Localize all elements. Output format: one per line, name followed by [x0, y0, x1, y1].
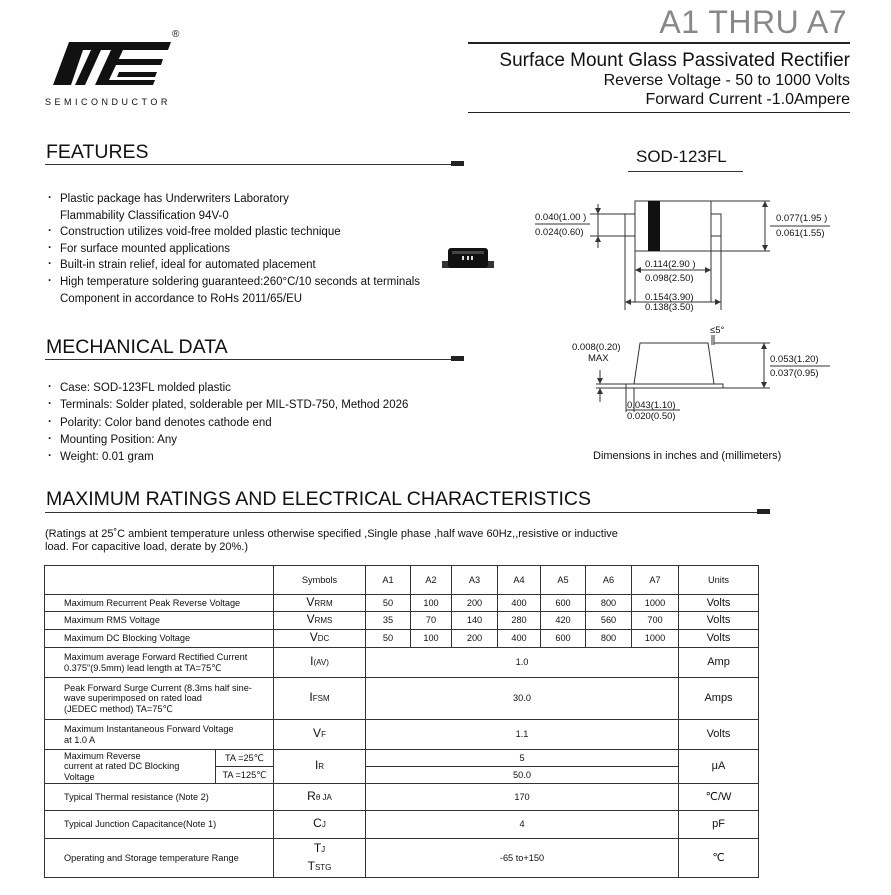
row-unit: μA	[679, 750, 759, 784]
table-row	[45, 595, 759, 612]
ratings-note: (Ratings at 25˚C ambient temperature unless otherwise specified ,Single phase ,half wave 60Hz,,resistive or inductive	[45, 528, 618, 540]
mechanical-heading: MECHANICAL DATA	[46, 336, 228, 358]
cell-value: 30.0	[366, 678, 679, 720]
cell-value: 50	[366, 630, 411, 648]
row-symbol: TJ TSTG	[274, 839, 366, 878]
row-symbol: IR	[274, 750, 366, 784]
features-list	[46, 191, 420, 307]
row-symbol: VF	[274, 720, 366, 750]
company-tagline: SEMICONDUCTOR	[45, 97, 171, 107]
cell-value: 280	[498, 612, 541, 630]
cell-value: 800	[586, 595, 632, 612]
dim-body-width-max: 0.114(2.90 )	[645, 259, 696, 270]
dim-thickness-min: 0.037(0.95)	[770, 368, 819, 379]
row-symbol: VDC	[274, 630, 366, 648]
package-name-rule	[628, 171, 743, 172]
row-symbol: VRMS	[274, 612, 366, 630]
cell-value: 700	[632, 612, 679, 630]
dim-band-min: 0.024(0.60)	[535, 227, 584, 238]
cell-value: 1000	[632, 630, 679, 648]
row-label: Operating and Storage temperature Range	[45, 839, 274, 878]
dim-pad-max: 0.043(1.10)	[627, 400, 676, 411]
table-row	[45, 720, 759, 750]
feature-item: · Built-in strain relief, ideal for automated placement	[46, 257, 420, 274]
table-row	[45, 612, 759, 630]
col-header: Symbols	[274, 566, 366, 595]
reverse-voltage-range: Reverse Voltage - 50 to 1000 Volts	[603, 72, 850, 89]
table-header-row	[45, 566, 759, 595]
cell-value: 420	[541, 612, 586, 630]
row-label: Typical Junction Capacitance(Note 1)	[45, 811, 274, 839]
dim-height-min: 0.061(1.55)	[776, 228, 825, 239]
cell-value: 600	[541, 595, 586, 612]
cell-value: 800	[586, 630, 632, 648]
dim-lead-thickness-max: MAX	[588, 353, 609, 364]
registered-mark: ®	[172, 29, 180, 40]
feature-item-cont: Component in accordance to RoHs 2011/65/EU	[60, 292, 303, 305]
dim-height-max: 0.077(1.95 )	[776, 213, 828, 224]
row-unit: Amp	[679, 648, 759, 678]
col-header: Units	[679, 566, 759, 595]
feature-item: · Plastic package has Underwriters Laboratory	[46, 191, 420, 208]
component-photo	[440, 245, 496, 275]
cell-value: 100	[411, 595, 452, 612]
cell-value: 70	[411, 612, 452, 630]
cell-value: 1.1	[366, 720, 679, 750]
table-row	[45, 678, 759, 720]
row-symbol: VRRM	[274, 595, 366, 612]
cell-value: 600	[541, 630, 586, 648]
cell-value: 200	[452, 595, 498, 612]
col-header: A7	[632, 566, 679, 595]
row-unit: pF	[679, 811, 759, 839]
cell-value: 1000	[632, 595, 679, 612]
feature-item-cont: Flammability Classification 94V-0	[60, 209, 229, 222]
mechanical-item: · Weight: 0.01 gram	[46, 449, 408, 466]
mechanical-item: · Mounting Position: Any	[46, 432, 408, 449]
features-rule-tab	[451, 161, 464, 166]
features-heading: FEATURES	[46, 141, 149, 163]
row-label: Maximum RMS Voltage	[45, 612, 274, 630]
cell-value: 400	[498, 630, 541, 648]
col-header: A5	[541, 566, 586, 595]
dim-length-max: 0.154(3.90)	[645, 292, 694, 303]
row-label: Peak Forward Surge Current (8.3ms half sine- wave superimposed on rated load (JEDEC method) TA=75℃	[45, 678, 274, 720]
row-symbol: I(AV)	[274, 648, 366, 678]
row-unit: Amps	[679, 678, 759, 720]
cell-value: 140	[452, 612, 498, 630]
table-row	[45, 839, 759, 878]
col-header: A3	[452, 566, 498, 595]
package-name: SOD-123FL	[636, 147, 727, 166]
row-unit: Volts	[679, 595, 759, 612]
mechanical-list	[46, 380, 408, 466]
mechanical-item: · Polarity: Color band denotes cathode end	[46, 415, 408, 432]
product-subtitle: Surface Mount Glass Passivated Rectifier	[499, 50, 850, 71]
table-row	[45, 648, 759, 678]
header-rule-bottom	[468, 112, 850, 113]
table-row	[45, 811, 759, 839]
features-rule	[45, 164, 463, 165]
row-label: Maximum Recurrent Peak Reverse Voltage	[45, 595, 274, 612]
ratings-rule	[45, 512, 767, 513]
row-label: Maximum Reverse current at rated DC Blocking Voltage	[45, 750, 216, 784]
row-condition: TA =125℃	[216, 767, 274, 784]
row-label: Typical Thermal resistance (Note 2)	[45, 784, 274, 811]
cell-value: 100	[411, 630, 452, 648]
dim-draft-angle: ≤5°	[710, 325, 725, 336]
table-row	[45, 750, 759, 767]
row-label: Maximum Instantaneous Forward Voltage at 1.0 A	[45, 720, 274, 750]
row-unit: Volts	[679, 720, 759, 750]
feature-item: · Construction utilizes void-free molded plastic technique	[46, 224, 420, 241]
row-label: Maximum average Forward Rectified Current 0.375"(9.5mm) lead length at TA=75℃	[45, 648, 274, 678]
ratings-heading: MAXIMUM RATINGS AND ELECTRICAL CHARACTERISTICS	[46, 488, 591, 510]
cell-value: 560	[586, 612, 632, 630]
header-rule	[468, 42, 850, 44]
row-unit: Volts	[679, 612, 759, 630]
row-symbol: Rθ JA	[274, 784, 366, 811]
dim-pad-min: 0.020(0.50)	[627, 411, 676, 422]
cell-value: -65 to+150	[366, 839, 679, 878]
part-number: A1 THRU A7	[659, 4, 847, 40]
dim-thickness-max: 0.053(1.20)	[770, 354, 819, 365]
col-header: A1	[366, 566, 411, 595]
dim-band-max: 0.040(1.00 )	[535, 212, 587, 223]
feature-item: · High temperature soldering guaranteed:260°C/10 seconds at terminals	[46, 274, 420, 291]
mechanical-rule	[45, 359, 463, 360]
row-symbol: IFSM	[274, 678, 366, 720]
cell-value: 50.0	[366, 767, 679, 784]
row-symbol: CJ	[274, 811, 366, 839]
ratings-table	[44, 565, 759, 878]
cell-value: 4	[366, 811, 679, 839]
row-unit: ℃	[679, 839, 759, 878]
cell-value: 170	[366, 784, 679, 811]
cell-value: 200	[452, 630, 498, 648]
col-header: A6	[586, 566, 632, 595]
row-condition: TA =25℃	[216, 750, 274, 767]
cell-value: 1.0	[366, 648, 679, 678]
cell-value: 35	[366, 612, 411, 630]
ratings-note-cont: load. For capacitive load, derate by 20%.)	[45, 541, 249, 553]
cell-value: 50	[366, 595, 411, 612]
dimension-units-note: Dimensions in inches and (millimeters)	[593, 450, 782, 462]
col-header: A4	[498, 566, 541, 595]
table-row	[45, 630, 759, 648]
feature-item: · For surface mounted applications	[46, 241, 420, 258]
row-unit: ℃/W	[679, 784, 759, 811]
col-header: A2	[411, 566, 452, 595]
row-label: Maximum DC Blocking Voltage	[45, 630, 274, 648]
ratings-rule-tab	[757, 509, 770, 514]
row-unit: Volts	[679, 630, 759, 648]
cell-value: 400	[498, 595, 541, 612]
forward-current-rating: Forward Current -1.0Ampere	[645, 91, 850, 108]
mechanical-item: · Terminals: Solder plated, solderable per MIL-STD-750, Method 2026	[46, 397, 408, 414]
cell-value: 5	[366, 750, 679, 767]
dim-lead-thickness: 0.008(0.20)	[572, 342, 621, 353]
table-row	[45, 784, 759, 811]
dim-length-min: 0.138(3.50)	[645, 302, 694, 313]
dim-body-width-min: 0.098(2.50)	[645, 273, 694, 284]
mechanical-rule-tab	[451, 356, 464, 361]
mechanical-item: · Case: SOD-123FL molded plastic	[46, 380, 408, 397]
